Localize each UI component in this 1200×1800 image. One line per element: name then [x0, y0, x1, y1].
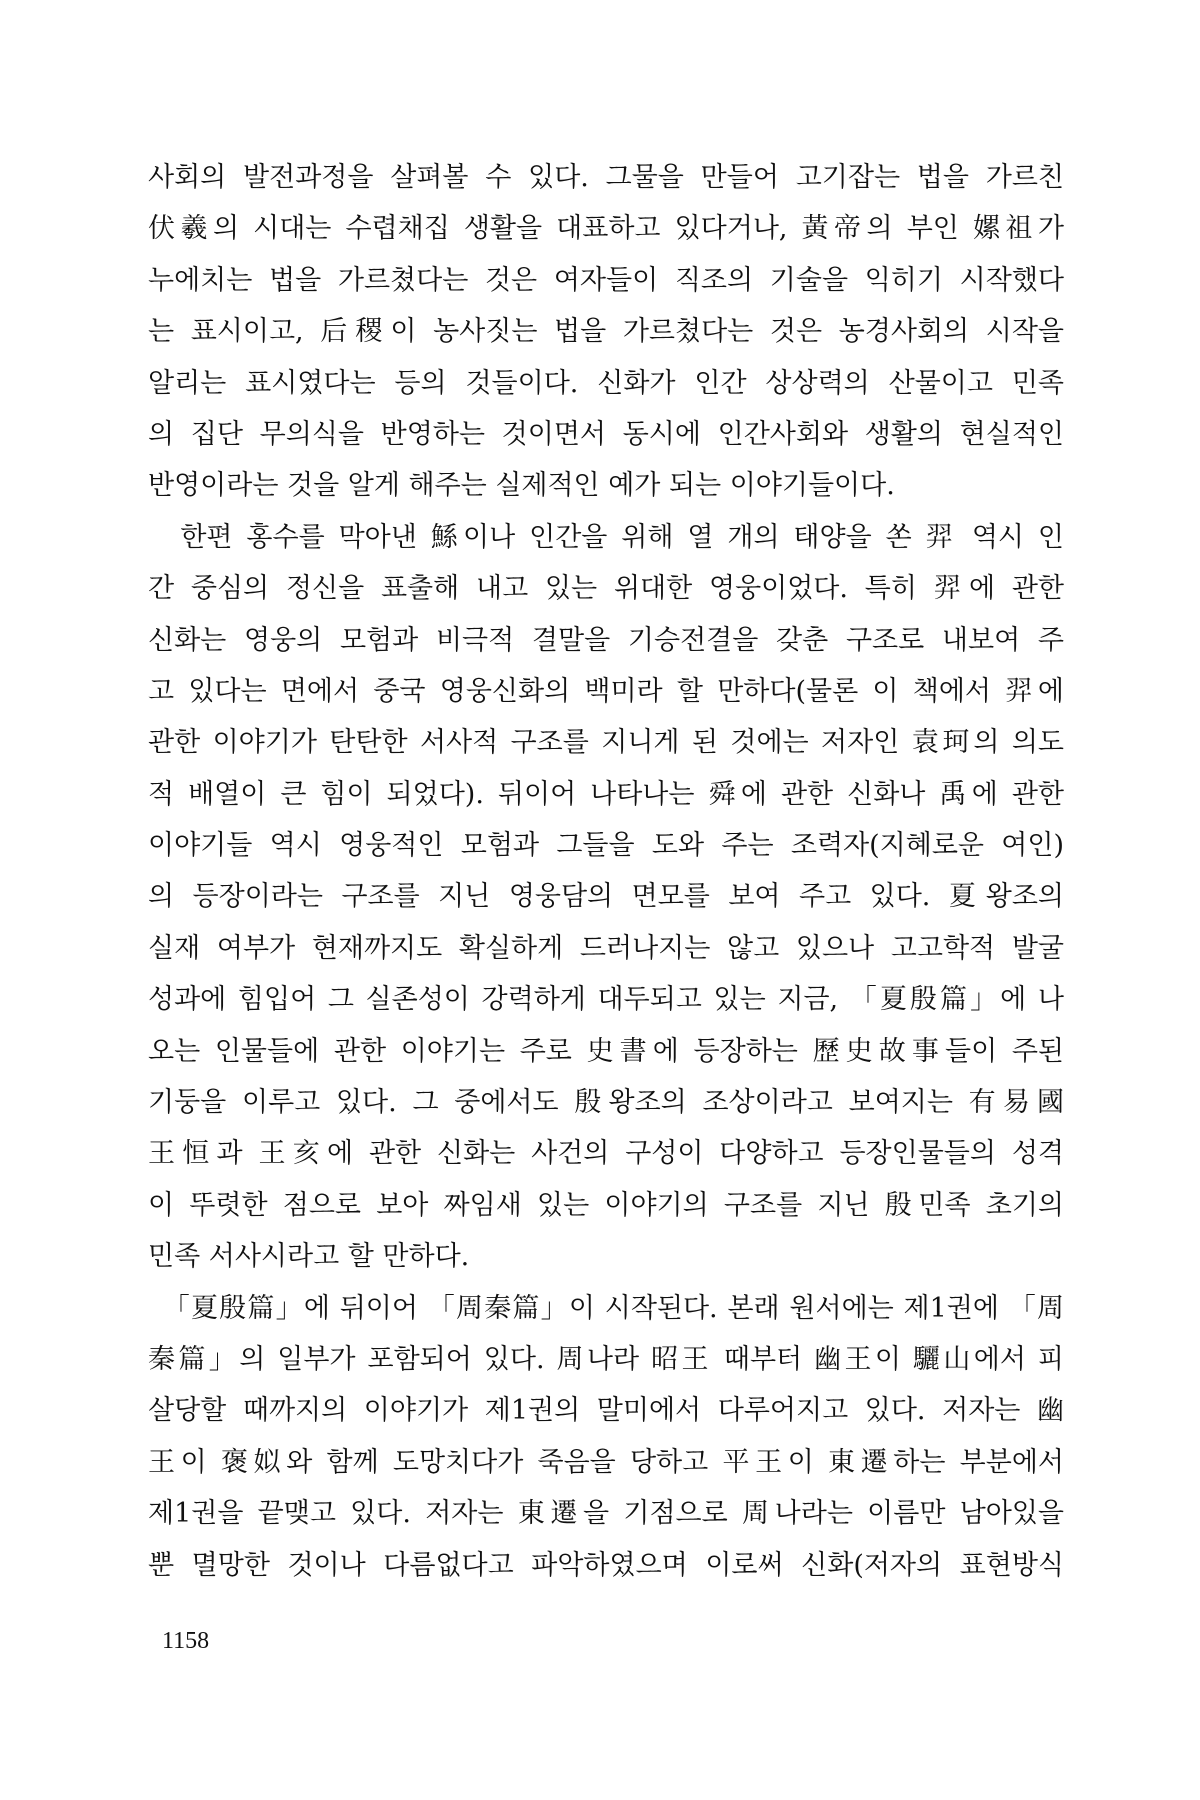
text-line: 伏羲의 시대는 수렵채집 생활을 대표하고 있다거나, 黃帝의 부인 嫘祖가: [148, 213, 1064, 245]
text-line: 고 있다는 면에서 중국 영웅신화의 백미라 할 만하다(물론 이 책에서 羿에: [148, 675, 1064, 707]
text-line: 적 배열이 큰 힘이 되었다). 뒤이어 나타나는 舜에 관한 신화나 禹에 관한: [148, 778, 1064, 810]
text-line: 뿐 멸망한 것이나 다름없다고 파악하였으며 이로써 신화(저자의 표현방식: [148, 1549, 1064, 1581]
text-line: 秦篇」의 일부가 포함되어 있다. 周나라 昭王 때부터 幽王이 驪山에서 피: [148, 1343, 1064, 1375]
text-line: 사회의 발전과정을 살펴볼 수 있다. 그물을 만들어 고기잡는 법을 가르친: [148, 162, 1064, 193]
text-line: 는 표시이고, 后稷이 농사짓는 법을 가르쳤다는 것은 농경사회의 시작을: [148, 316, 1064, 348]
text-line: 누에치는 법을 가르쳤다는 것은 여자들이 직조의 기술을 익히기 시작했다: [148, 264, 1064, 296]
text-line: 이야기들 역시 영웅적인 모험과 그들을 도와 주는 조력자(지혜로운 여인): [148, 830, 1064, 862]
text-line: 실재 여부가 현재까지도 확실하게 드러나지는 않고 있으나 고고학적 발굴: [148, 932, 1064, 964]
text-line: 간 중심의 정신을 표출해 내고 있는 위대한 영웅이었다. 특히 羿에 관한: [148, 573, 1064, 605]
text-line: 이 뚜렷한 점으로 보아 짜임새 있는 이야기의 구조를 지닌 殷민족 초기의: [148, 1189, 1064, 1221]
text-line: 제1권을 끝맺고 있다. 저자는 東遷을 기점으로 周나라는 이름만 남아있을: [148, 1498, 1064, 1530]
text-line: 의 등장이라는 구조를 지닌 영웅담의 면모를 보여 주고 있다. 夏왕조의: [148, 881, 1064, 913]
text-line: 王이 褒姒와 함께 도망치다가 죽음을 당하고 平王이 東遷하는 부분에서: [148, 1446, 1064, 1478]
text-line: 성과에 힘입어 그 실존성이 강력하게 대두되고 있는 지금, 「夏殷篇」에 나: [148, 984, 1064, 1016]
paragraph-end-line: 민족 서사시라고 할 만하다.: [148, 1241, 470, 1273]
page-number: 1158: [162, 1628, 210, 1654]
text-line: 살당할 때까지의 이야기가 제1권의 말미에서 다루어지고 있다. 저자는 幽: [148, 1395, 1064, 1427]
body-text: [148, 152, 1064, 1591]
text-line: 관한 이야기가 탄탄한 서사적 구조를 지니게 된 것에는 저자인 袁珂의 의도: [148, 727, 1064, 759]
text-line: 한편 홍수를 막아낸 鯀이나 인간을 위해 열 개의 태양을 쏜 羿 역시 인: [148, 521, 1064, 553]
text-line: 王恒과 王亥에 관한 신화는 사건의 구성이 다양하고 등장인물들의 성격: [148, 1138, 1064, 1170]
text-line: 신화는 영웅의 모험과 비극적 결말을 기승전결을 갖춘 구조로 내보여 주: [148, 624, 1064, 656]
text-line: 의 집단 무의식을 반영하는 것이면서 동시에 인간사회와 생활의 현실적인: [148, 418, 1064, 450]
text-line: 기둥을 이루고 있다. 그 중에서도 殷왕조의 조상이라고 보여지는 有易國: [148, 1087, 1064, 1119]
paragraph-end-line: 반영이라는 것을 알게 해주는 실제적인 예가 되는 이야기들이다.: [148, 470, 895, 502]
text-line: 오는 인물들에 관한 이야기는 주로 史書에 등장하는 歷史故事들이 주된: [148, 1035, 1064, 1067]
text-line: 알리는 표시였다는 등의 것들이다. 신화가 인간 상상력의 산물이고 민족: [148, 367, 1064, 399]
text-line: 「夏殷篇」에 뒤이어 「周秦篇」이 시작된다. 본래 원서에는 제1권에 「周: [148, 1292, 1064, 1324]
